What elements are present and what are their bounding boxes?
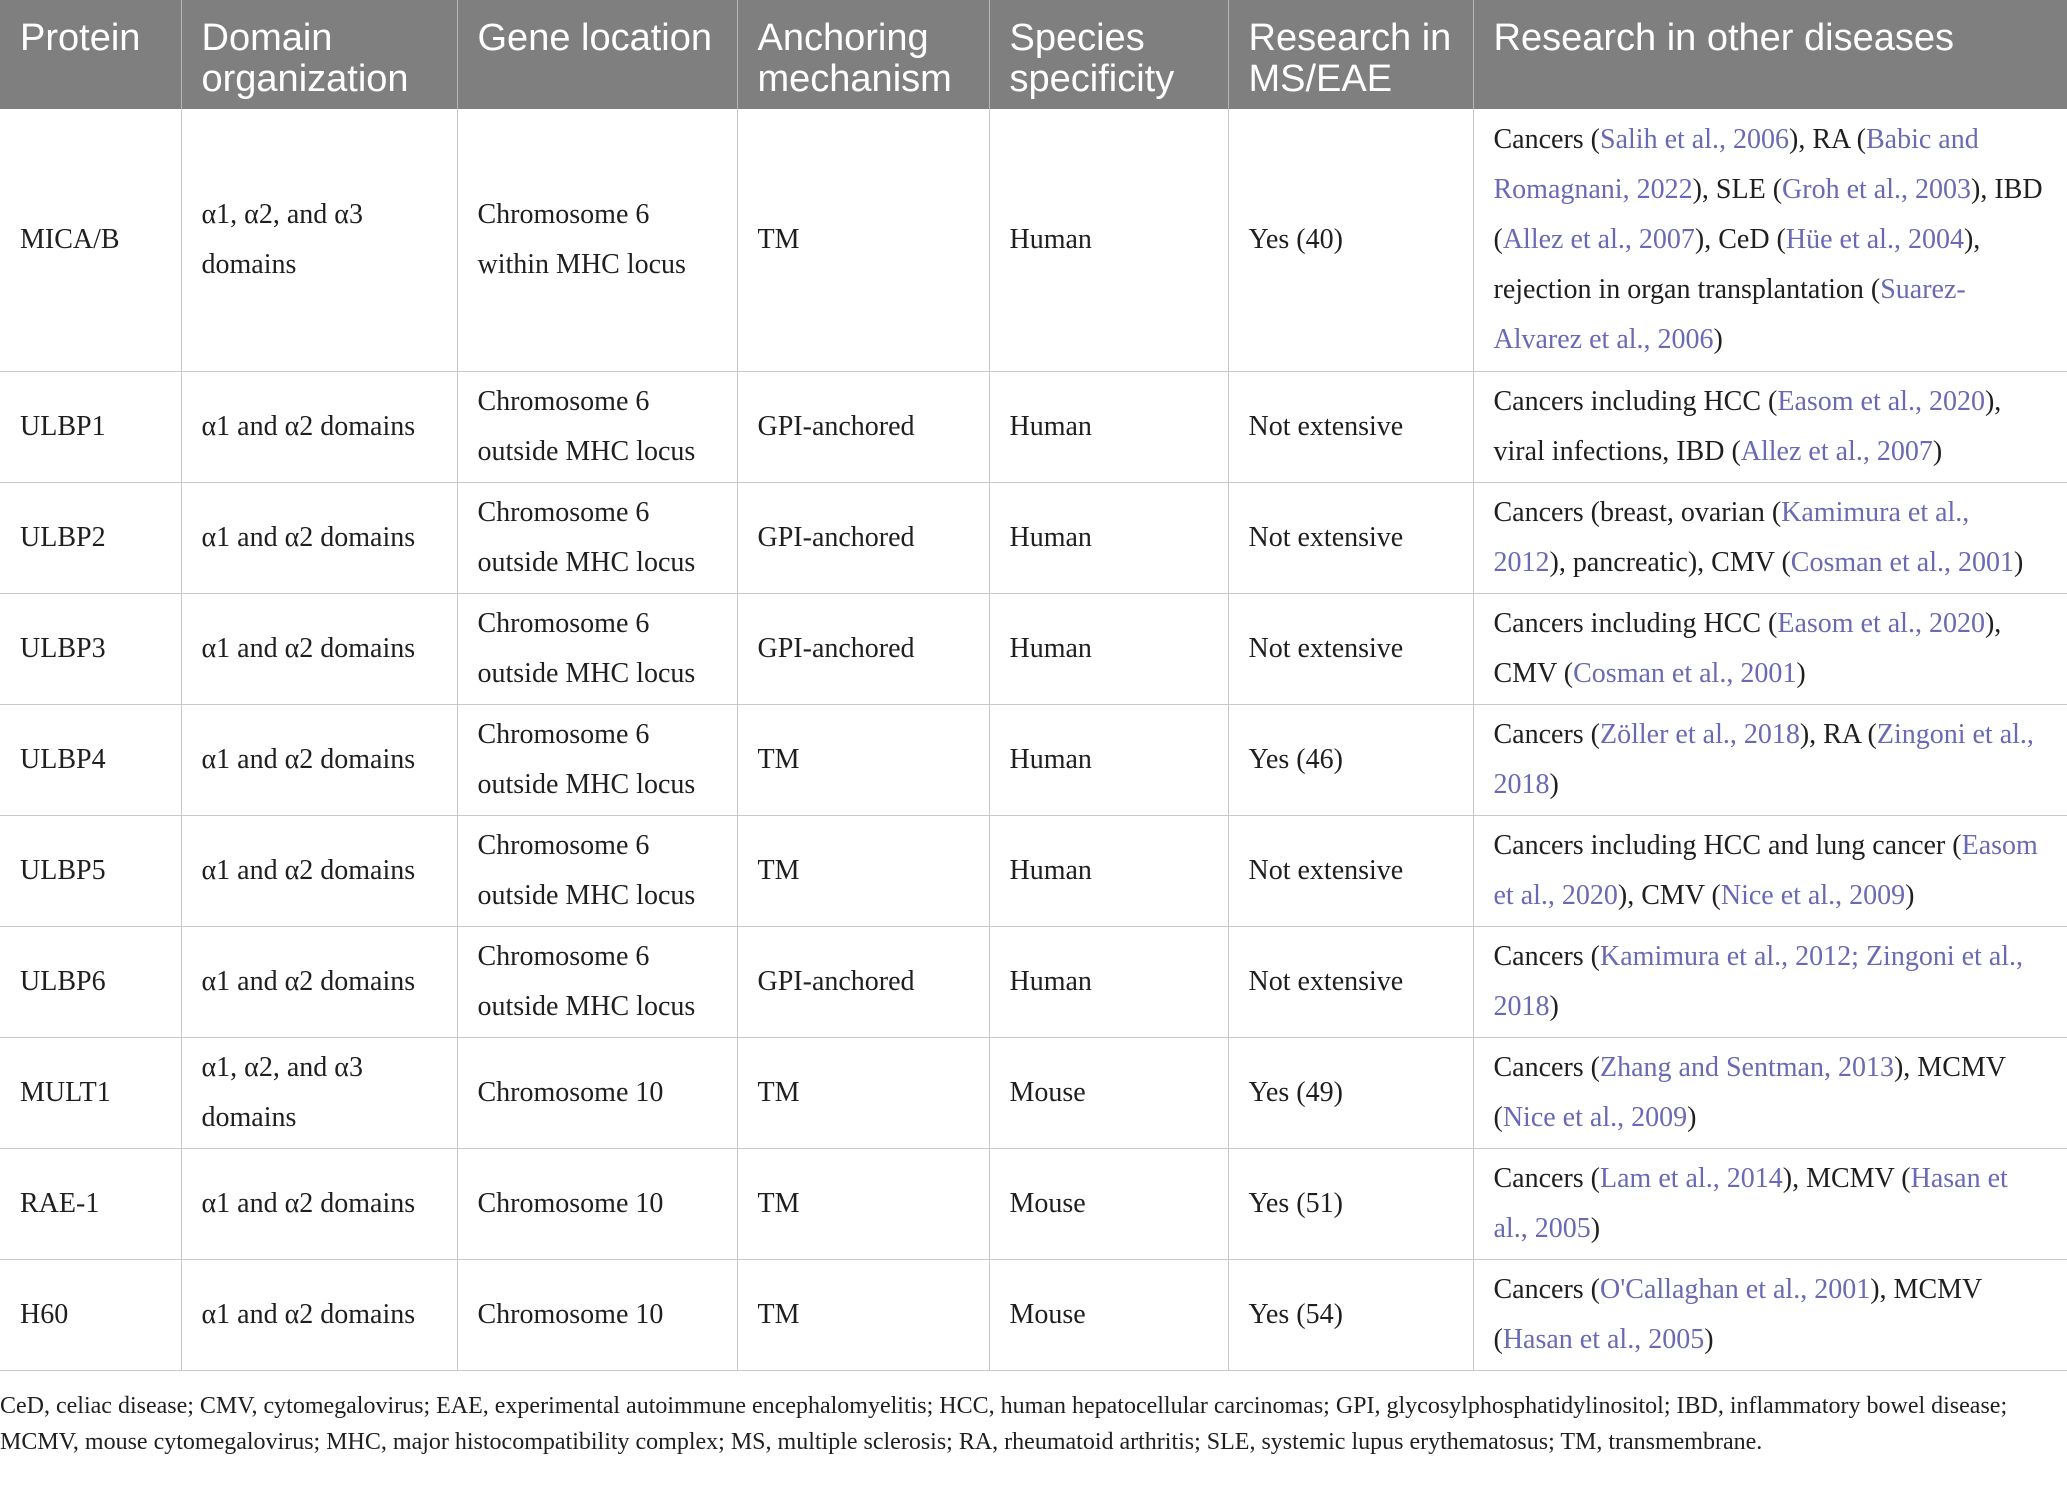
cell-species-specificity: Mouse [989, 1037, 1228, 1148]
cell-research-ms-eae: Yes (49) [1228, 1037, 1473, 1148]
cell-research-other-diseases [1473, 1259, 2067, 1370]
table-row [0, 1148, 2067, 1259]
cell-domain-organization: α1 and α2 domains [181, 815, 457, 926]
cell-protein: ULBP4 [0, 704, 181, 815]
header-domain-organization: Domain organization [181, 0, 457, 109]
cell-text: ), pancreatic), CMV ( [1549, 546, 1791, 578]
citation-link[interactable]: Zingoni et al., 2018 [1493, 718, 2034, 800]
citation-link[interactable]: Cosman et al., 2001 [1790, 546, 2014, 578]
cell-text: ) [2013, 546, 2024, 578]
cell-text: ) [1713, 323, 1723, 355]
citation-link[interactable]: Allez et al., 2007 [1740, 435, 1933, 467]
cell-research-ms-eae: Yes (51) [1228, 1148, 1473, 1259]
cell-text: ), IBD ( [1493, 173, 2043, 255]
cell-species-specificity: Mouse [989, 1148, 1228, 1259]
table-row [0, 1037, 2067, 1148]
cell-research-ms-eae: Not extensive [1228, 815, 1473, 926]
cell-protein: ULBP1 [0, 371, 181, 482]
cell-text: ), MCMV ( [1493, 1051, 2006, 1133]
cell-domain-organization: α1 and α2 domains [181, 1259, 457, 1370]
cell-anchoring-mechanism: GPI-anchored [737, 593, 989, 704]
citation-link[interactable]: Hüe et al., 2004 [1785, 223, 1964, 255]
cell-gene-location: Chromosome 6 outside MHC locus [457, 371, 737, 482]
cell-text: ), RA ( [1799, 718, 1877, 750]
cell-text: ), MCMV ( [1782, 1162, 1911, 1194]
cell-gene-location: Chromosome 6 outside MHC locus [457, 815, 737, 926]
header-protein: Protein [0, 0, 181, 109]
table-row [0, 593, 2067, 704]
cell-species-specificity: Human [989, 371, 1228, 482]
cell-text: ) [1549, 990, 1559, 1022]
cell-species-specificity: Human [989, 593, 1228, 704]
cell-text: ), SLE ( [1692, 173, 1783, 205]
cell-text: ), rejection in organ transplantation ( [1493, 223, 1981, 305]
cell-gene-location: Chromosome 10 [457, 1148, 737, 1259]
cell-text: ), CMV ( [1617, 879, 1721, 911]
cell-domain-organization: α1 and α2 domains [181, 926, 457, 1037]
cell-gene-location: Chromosome 10 [457, 1037, 737, 1148]
cell-research-other-diseases [1473, 1037, 2067, 1148]
citation-link[interactable]: Zöller et al., 2018 [1600, 718, 1800, 750]
cell-text: ) [1549, 768, 1559, 800]
cell-protein: ULBP6 [0, 926, 181, 1037]
cell-anchoring-mechanism: GPI-anchored [737, 371, 989, 482]
cell-research-other-diseases [1473, 371, 2067, 482]
cell-research-ms-eae: Not extensive [1228, 371, 1473, 482]
cell-gene-location: Chromosome 6 within MHC locus [457, 109, 737, 371]
table-row [0, 1259, 2067, 1370]
cell-text: Cancers ( [1493, 123, 1601, 155]
citation-link[interactable]: Babic and Romagnani, 2022 [1493, 123, 1979, 205]
cell-domain-organization: α1, α2, and α3 domains [181, 1037, 457, 1148]
cell-text: Cancers including HCC ( [1493, 607, 1778, 639]
cell-text: Cancers including HCC ( [1493, 385, 1778, 417]
cell-domain-organization: α1 and α2 domains [181, 1148, 457, 1259]
cell-protein: ULBP5 [0, 815, 181, 926]
header-gene-location: Gene location [457, 0, 737, 109]
cell-protein: H60 [0, 1259, 181, 1370]
cell-text: ), RA ( [1789, 123, 1866, 155]
cell-research-other-diseases [1473, 926, 2067, 1037]
table-row [0, 109, 2067, 371]
cell-text: ), viral infections, IBD ( [1493, 385, 2002, 467]
cell-gene-location: Chromosome 6 outside MHC locus [457, 482, 737, 593]
citation-link[interactable]: Groh et al., 2003 [1782, 173, 1971, 205]
citation-link[interactable]: Zhang and Sentman, 2013 [1600, 1051, 1894, 1083]
cell-text: Cancers ( [1493, 1162, 1601, 1194]
citation-link[interactable]: O'Callaghan et al., 2001 [1600, 1273, 1871, 1305]
cell-anchoring-mechanism: TM [737, 704, 989, 815]
cell-protein: ULBP3 [0, 593, 181, 704]
cell-research-ms-eae: Yes (54) [1228, 1259, 1473, 1370]
cell-text: ), CMV ( [1493, 607, 2002, 689]
cell-research-other-diseases [1473, 1148, 2067, 1259]
cell-text: Cancers ( [1493, 718, 1601, 750]
citation-link[interactable]: Cosman et al., 2001 [1573, 657, 1797, 689]
cell-domain-organization: α1 and α2 domains [181, 371, 457, 482]
table-row [0, 371, 2067, 482]
cell-anchoring-mechanism: TM [737, 1037, 989, 1148]
cell-domain-organization: α1, α2, and α3 domains [181, 109, 457, 371]
cell-text: ) [1704, 1323, 1714, 1355]
table-row [0, 926, 2067, 1037]
cell-text: ), MCMV ( [1493, 1273, 1982, 1355]
citation-link[interactable]: Easom et al., 2020 [1493, 829, 2038, 911]
cell-species-specificity: Human [989, 926, 1228, 1037]
header-research-other-diseases: Research in other diseases [1473, 0, 2067, 109]
citation-link[interactable]: Salih et al., 2006 [1600, 123, 1789, 155]
cell-research-ms-eae: Not extensive [1228, 926, 1473, 1037]
cell-research-other-diseases [1473, 704, 2067, 815]
cell-species-specificity: Human [989, 482, 1228, 593]
cell-species-specificity: Mouse [989, 1259, 1228, 1370]
cell-text: Cancers ( [1493, 1273, 1601, 1305]
cell-gene-location: Chromosome 6 outside MHC locus [457, 704, 737, 815]
cell-text: Cancers including HCC and lung cancer ( [1493, 829, 1962, 861]
table-body [0, 109, 2067, 1370]
cell-text: ) [1590, 1212, 1601, 1244]
cell-gene-location: Chromosome 10 [457, 1259, 737, 1370]
cell-protein: MULT1 [0, 1037, 181, 1148]
citation-link[interactable]: Hasan et al., 2005 [1493, 1162, 2008, 1244]
table-row [0, 704, 2067, 815]
citation-link[interactable]: Kamimura et al., 2012 [1493, 496, 1970, 578]
cell-research-ms-eae: Yes (46) [1228, 704, 1473, 815]
cell-protein: MICA/B [0, 109, 181, 371]
cell-species-specificity: Human [989, 109, 1228, 371]
cell-research-other-diseases [1473, 482, 2067, 593]
header-row [0, 0, 2067, 109]
citation-link[interactable]: Allez et al., 2007 [1502, 223, 1695, 255]
citation-link[interactable]: Kamimura et al., 2012; Zingoni et al., 2018 [1493, 940, 2024, 1022]
cell-research-ms-eae: Not extensive [1228, 482, 1473, 593]
cell-gene-location: Chromosome 6 outside MHC locus [457, 593, 737, 704]
header-species-specificity: Species specificity [989, 0, 1228, 109]
cell-domain-organization: α1 and α2 domains [181, 704, 457, 815]
cell-text: ) [1932, 435, 1943, 467]
table-row [0, 815, 2067, 926]
cell-protein: RAE-1 [0, 1148, 181, 1259]
citation-link[interactable]: Nice et al., 2009 [1502, 1101, 1688, 1133]
citation-link[interactable]: Lam et al., 2014 [1600, 1162, 1783, 1194]
table-row [0, 482, 2067, 593]
cell-text: ) [1687, 1101, 1697, 1133]
cell-text: ) [1796, 657, 1806, 689]
cell-domain-organization: α1 and α2 domains [181, 482, 457, 593]
cell-species-specificity: Human [989, 704, 1228, 815]
citation-link[interactable]: Nice et al., 2009 [1720, 879, 1906, 911]
cell-research-other-diseases [1473, 109, 2067, 371]
cell-species-specificity: Human [989, 815, 1228, 926]
cell-anchoring-mechanism: GPI-anchored [737, 926, 989, 1037]
table-footnote: CeD, celiac disease; CMV, cytomegalovirus; EAE, experimental autoimmune encephalomyelitis; HCC, human hepatocellular carcinomas; GPI, glycosylphosphatidylinositol; IBD, inflammatory bowel disease; MCMV, mouse cytomegalovirus; MHC, major histocompatibility complex; MS, multiple sclerosis; RA, rheumatoid arthritis; SLE, systemic lupus erythematosus; TM, transmembrane. [0, 1393, 2008, 1455]
citation-link[interactable]: Suarez-Alvarez et al., 2006 [1493, 273, 1966, 355]
header-anchoring-mechanism: Anchoring mechanism [737, 0, 989, 109]
cell-protein: ULBP2 [0, 482, 181, 593]
header-research-ms-eae: Research in MS/EAE [1228, 0, 1473, 109]
cell-text: Cancers ( [1493, 1051, 1601, 1083]
cell-research-ms-eae: Not extensive [1228, 593, 1473, 704]
cell-text: Cancers (breast, ovarian ( [1493, 496, 1782, 528]
cell-anchoring-mechanism: GPI-anchored [737, 482, 989, 593]
cell-research-other-diseases [1473, 593, 2067, 704]
cell-research-other-diseases [1473, 815, 2067, 926]
cell-anchoring-mechanism: TM [737, 1259, 989, 1370]
cell-text: Cancers ( [1493, 940, 1601, 972]
citation-link[interactable]: Easom et al., 2020 [1777, 607, 1985, 639]
cell-anchoring-mechanism: TM [737, 1148, 989, 1259]
cell-anchoring-mechanism: TM [737, 109, 989, 371]
cell-domain-organization: α1 and α2 domains [181, 593, 457, 704]
citation-link[interactable]: Easom et al., 2020 [1777, 385, 1985, 417]
citation-link[interactable]: Hasan et al., 2005 [1502, 1323, 1705, 1355]
cell-gene-location: Chromosome 6 outside MHC locus [457, 926, 737, 1037]
cell-text: ) [1905, 879, 1915, 911]
cell-research-ms-eae: Yes (40) [1228, 109, 1473, 371]
cell-anchoring-mechanism: TM [737, 815, 989, 926]
cell-text: ), CeD ( [1694, 223, 1786, 255]
